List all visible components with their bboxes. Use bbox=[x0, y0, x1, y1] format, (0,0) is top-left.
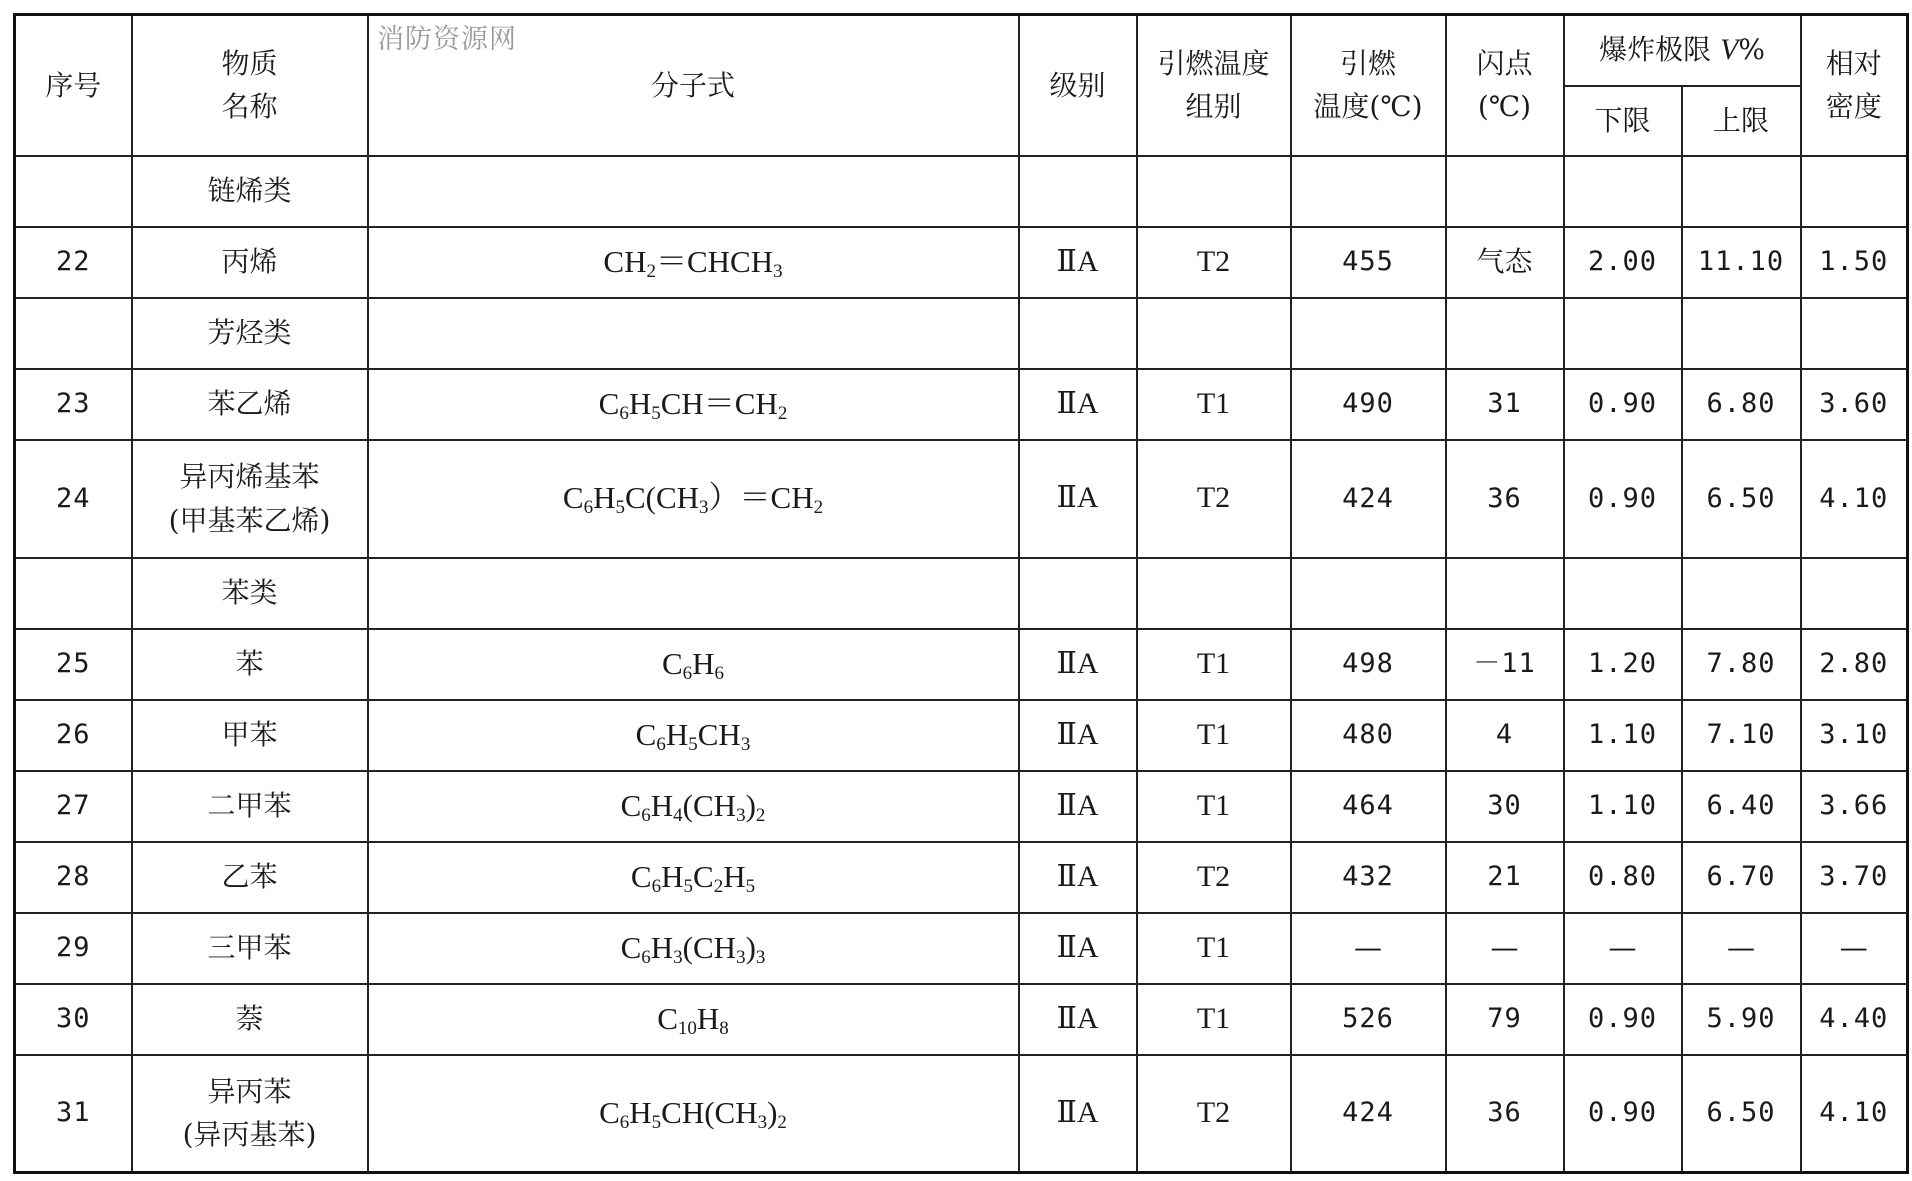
header-ignition-temp: 引燃 温度(℃) bbox=[1291, 15, 1446, 156]
category-row bbox=[15, 156, 1908, 227]
name-cell: 二甲苯 bbox=[132, 771, 368, 842]
watermark-text: 消防资源网 bbox=[377, 24, 517, 55]
hazard-table-container bbox=[13, 13, 1909, 1174]
table-row bbox=[15, 440, 1908, 558]
upper-limit-cell: 6.50 bbox=[1682, 1055, 1801, 1173]
group-cell: T1 bbox=[1137, 629, 1291, 700]
grade-cell: ⅡA bbox=[1019, 913, 1137, 984]
density-cell: 3.66 bbox=[1801, 771, 1908, 842]
ignition-temp-cell: 424 bbox=[1291, 440, 1446, 558]
group-cell: T2 bbox=[1137, 1055, 1291, 1173]
density-cell: 3.10 bbox=[1801, 700, 1908, 771]
seq-cell: 26 bbox=[15, 700, 132, 771]
seq-cell: 29 bbox=[15, 913, 132, 984]
upper-limit-cell: 6.70 bbox=[1682, 842, 1801, 913]
flash-point-cell: 79 bbox=[1446, 984, 1564, 1055]
ignition-temp-cell: 490 bbox=[1291, 369, 1446, 440]
upper-limit-cell: 6.80 bbox=[1682, 369, 1801, 440]
flash-point-cell: 气态 bbox=[1446, 227, 1564, 298]
category-label: 芳烃类 bbox=[132, 298, 368, 369]
formula-cell: $C_6H_3(CH_3)_3$ bbox=[368, 913, 1019, 984]
name-cell: 丙烯 bbox=[132, 227, 368, 298]
grade-cell: ⅡA bbox=[1019, 700, 1137, 771]
header-grade: 级别 bbox=[1019, 15, 1137, 156]
group-cell: T1 bbox=[1137, 700, 1291, 771]
flash-point-cell: 36 bbox=[1446, 440, 1564, 558]
lower-limit-cell: 1.10 bbox=[1564, 771, 1682, 842]
upper-limit-cell: 5.90 bbox=[1682, 984, 1801, 1055]
density-cell: 3.70 bbox=[1801, 842, 1908, 913]
lower-limit-cell: 0.80 bbox=[1564, 842, 1682, 913]
density-cell: 4.10 bbox=[1801, 1055, 1908, 1173]
formula-cell: $C_6H_5CH(CH_3)_2$ bbox=[368, 1055, 1019, 1173]
lower-limit-cell: 0.90 bbox=[1564, 369, 1682, 440]
name-cell: 异丙苯 (异丙基苯) bbox=[132, 1055, 368, 1173]
formula-cell: $C_6H_4(CH_3)_2$ bbox=[368, 771, 1019, 842]
seq-cell: 24 bbox=[15, 440, 132, 558]
formula-cell: $C_6H_5C_2H_5$ bbox=[368, 842, 1019, 913]
density-cell: 2.80 bbox=[1801, 629, 1908, 700]
upper-limit-cell: 6.50 bbox=[1682, 440, 1801, 558]
density-cell: 3.60 bbox=[1801, 369, 1908, 440]
upper-limit-cell: 6.40 bbox=[1682, 771, 1801, 842]
grade-cell: ⅡA bbox=[1019, 984, 1137, 1055]
flash-point-cell: 21 bbox=[1446, 842, 1564, 913]
table-row bbox=[15, 1055, 1908, 1173]
name-cell: 苯乙烯 bbox=[132, 369, 368, 440]
header-explosion-limit: 爆炸极限 V% bbox=[1564, 15, 1801, 86]
name-cell: 三甲苯 bbox=[132, 913, 368, 984]
flash-point-cell: －11 bbox=[1446, 629, 1564, 700]
category-row bbox=[15, 298, 1908, 369]
table-row bbox=[15, 984, 1908, 1055]
category-label: 苯类 bbox=[132, 558, 368, 629]
flash-point-cell: 36 bbox=[1446, 1055, 1564, 1173]
table-row bbox=[15, 913, 1908, 984]
table-row bbox=[15, 629, 1908, 700]
header-density: 相对 密度 bbox=[1801, 15, 1908, 156]
upper-limit-cell: — bbox=[1682, 913, 1801, 984]
flash-point-cell: 30 bbox=[1446, 771, 1564, 842]
lower-limit-cell: 1.10 bbox=[1564, 700, 1682, 771]
density-cell: 4.10 bbox=[1801, 440, 1908, 558]
grade-cell: ⅡA bbox=[1019, 227, 1137, 298]
ignition-temp-cell: 498 bbox=[1291, 629, 1446, 700]
grade-cell: ⅡA bbox=[1019, 629, 1137, 700]
flammable-substance-table bbox=[13, 13, 1909, 1174]
ignition-temp-cell: 432 bbox=[1291, 842, 1446, 913]
ignition-temp-cell: 455 bbox=[1291, 227, 1446, 298]
name-cell: 异丙烯基苯 (甲基苯乙烯) bbox=[132, 440, 368, 558]
formula-cell: $C_6H_5CH=CH_2$ bbox=[368, 369, 1019, 440]
name-cell: 苯 bbox=[132, 629, 368, 700]
seq-cell: 28 bbox=[15, 842, 132, 913]
table-row bbox=[15, 227, 1908, 298]
group-cell: T1 bbox=[1137, 984, 1291, 1055]
upper-limit-cell: 7.10 bbox=[1682, 700, 1801, 771]
header-temp-group: 引燃温度 组别 bbox=[1137, 15, 1291, 156]
flash-point-cell: — bbox=[1446, 913, 1564, 984]
table-row bbox=[15, 700, 1908, 771]
header-seq: 序号 bbox=[15, 15, 132, 156]
seq-cell: 27 bbox=[15, 771, 132, 842]
group-cell: T2 bbox=[1137, 842, 1291, 913]
group-cell: T2 bbox=[1137, 227, 1291, 298]
formula-cell: $CH_2=CHCH_3$ bbox=[368, 227, 1019, 298]
lower-limit-cell: 0.90 bbox=[1564, 1055, 1682, 1173]
density-cell: 1.50 bbox=[1801, 227, 1908, 298]
grade-cell: ⅡA bbox=[1019, 771, 1137, 842]
header-flash-point: 闪点 (℃) bbox=[1446, 15, 1564, 156]
group-cell: T2 bbox=[1137, 440, 1291, 558]
seq-cell: 22 bbox=[15, 227, 132, 298]
grade-cell: ⅡA bbox=[1019, 1055, 1137, 1173]
seq-cell: 31 bbox=[15, 1055, 132, 1173]
group-cell: T1 bbox=[1137, 913, 1291, 984]
group-cell: T1 bbox=[1137, 369, 1291, 440]
category-row bbox=[15, 558, 1908, 629]
formula-cell: $C_6H_6$ bbox=[368, 629, 1019, 700]
ignition-temp-cell: 424 bbox=[1291, 1055, 1446, 1173]
ignition-temp-cell: 480 bbox=[1291, 700, 1446, 771]
ignition-temp-cell: 464 bbox=[1291, 771, 1446, 842]
name-cell: 甲苯 bbox=[132, 700, 368, 771]
grade-cell: ⅡA bbox=[1019, 842, 1137, 913]
header-lower-limit: 下限 bbox=[1564, 86, 1682, 156]
grade-cell: ⅡA bbox=[1019, 369, 1137, 440]
formula-cell: $C_6H_5CH_3$ bbox=[368, 700, 1019, 771]
ignition-temp-cell: 526 bbox=[1291, 984, 1446, 1055]
grade-cell: ⅡA bbox=[1019, 440, 1137, 558]
name-cell: 乙苯 bbox=[132, 842, 368, 913]
flash-point-cell: 4 bbox=[1446, 700, 1564, 771]
table-row bbox=[15, 771, 1908, 842]
seq-cell: 30 bbox=[15, 984, 132, 1055]
name-cell: 萘 bbox=[132, 984, 368, 1055]
lower-limit-cell: 0.90 bbox=[1564, 440, 1682, 558]
upper-limit-cell: 7.80 bbox=[1682, 629, 1801, 700]
table-row bbox=[15, 369, 1908, 440]
lower-limit-cell: 1.20 bbox=[1564, 629, 1682, 700]
group-cell: T1 bbox=[1137, 771, 1291, 842]
flash-point-cell: 31 bbox=[1446, 369, 1564, 440]
lower-limit-cell: 0.90 bbox=[1564, 984, 1682, 1055]
formula-cell: $C_{10}H_8$ bbox=[368, 984, 1019, 1055]
ignition-temp-cell: — bbox=[1291, 913, 1446, 984]
lower-limit-cell: 2.00 bbox=[1564, 227, 1682, 298]
upper-limit-cell: 11.10 bbox=[1682, 227, 1801, 298]
formula-cell: $C_6H_5C(CH_3)=CH_2$ bbox=[368, 440, 1019, 558]
header-upper-limit: 上限 bbox=[1682, 86, 1801, 156]
density-cell: 4.40 bbox=[1801, 984, 1908, 1055]
table-row bbox=[15, 842, 1908, 913]
header-formula: 分子式 bbox=[368, 15, 1019, 156]
lower-limit-cell: — bbox=[1564, 913, 1682, 984]
category-label: 链烯类 bbox=[132, 156, 368, 227]
density-cell: — bbox=[1801, 913, 1908, 984]
header-name: 物质 名称 bbox=[132, 15, 368, 156]
seq-cell: 25 bbox=[15, 629, 132, 700]
seq-cell: 23 bbox=[15, 369, 132, 440]
